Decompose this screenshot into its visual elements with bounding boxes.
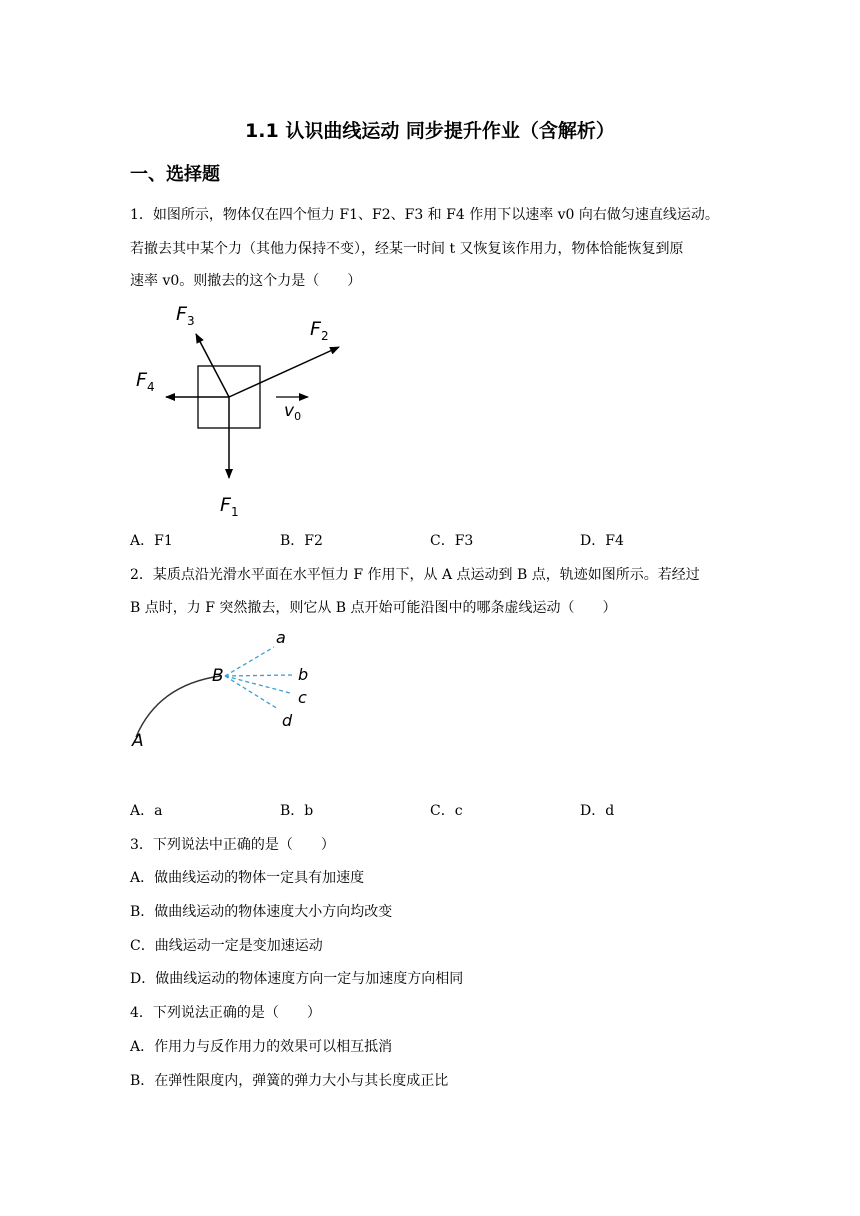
q2-line-2: B 点时，力 F 突然撤去，则它从 B 点开始可能沿图中的哪条虚线运动（ ） [130, 600, 617, 616]
dashed-line-c [225, 676, 290, 693]
q2-option-d: D．d [580, 803, 615, 819]
q1-line-3: 速率 v0。则撤去的这个力是（ ） [130, 273, 362, 289]
f2-arrow [229, 347, 339, 397]
q1-line-1: 1．如图所示，物体仅在四个恒力 F1、F2、F3 和 F4 作用下以速率 v0 向右做匀速直线运动。 [130, 207, 719, 223]
line-d-label: d [282, 711, 293, 730]
trajectory-curve [136, 676, 220, 737]
q3-option-d: D．做曲线运动的物体速度方向一定与加速度方向相同 [130, 971, 464, 987]
q2-option-b: B．b [280, 803, 314, 819]
point-b-label: B [212, 666, 224, 686]
f3-label: $F_3$ [176, 303, 195, 328]
q2-trajectory-diagram [128, 625, 328, 750]
q1-option-a: A．F1 [130, 533, 173, 549]
q2-option-c: C．c [430, 803, 463, 819]
section-heading: 一、选择题 [130, 164, 220, 185]
line-a-label: a [276, 628, 286, 647]
q3-option-c: C．曲线运动一定是变加速运动 [130, 938, 323, 954]
page-title: 1.1 认识曲线运动 同步提升作业（含解析） [245, 120, 615, 142]
dashed-line-a [225, 647, 274, 676]
q1-option-d: D．F4 [580, 533, 624, 549]
dashed-line-d [225, 676, 278, 709]
q1-option-c: C．F3 [430, 533, 474, 549]
f4-label: $F_4$ [136, 369, 155, 394]
line-c-label: c [298, 688, 307, 707]
line-b-label: b [298, 665, 309, 684]
q1-option-b: B．F2 [280, 533, 323, 549]
point-a-label: A [132, 731, 144, 750]
q4-option-a: A．作用力与反作用力的效果可以相互抵消 [130, 1039, 393, 1055]
q1-line-2: 若撤去其中某个力（其他力保持不变），经某一时间 t 又恢复该作用力，物体恰能恢复到原 [130, 241, 684, 257]
q4-stem: 4．下列说法正确的是（ ） [130, 1005, 321, 1021]
q2-option-a: A．a [130, 803, 163, 819]
q3-stem: 3．下列说法中正确的是（ ） [130, 837, 335, 853]
q3-option-a: A．做曲线运动的物体一定具有加速度 [130, 870, 365, 886]
q1-force-diagram [130, 298, 370, 518]
q2-line-1: 2．某质点沿光滑水平面在水平恒力 F 作用下，从 A 点运动到 B 点，轨迹如图所示。若经过 [130, 567, 700, 583]
f1-label: $F_1$ [220, 494, 239, 518]
q4-option-b: B．在弹性限度内，弹簧的弹力大小与其长度成正比 [130, 1073, 449, 1089]
v0-label: $v_0$ [284, 401, 302, 423]
dashed-line-b [225, 675, 292, 676]
f2-label: $F_2$ [310, 318, 329, 343]
q3-option-b: B．做曲线运动的物体速度大小方向均改变 [130, 904, 393, 920]
